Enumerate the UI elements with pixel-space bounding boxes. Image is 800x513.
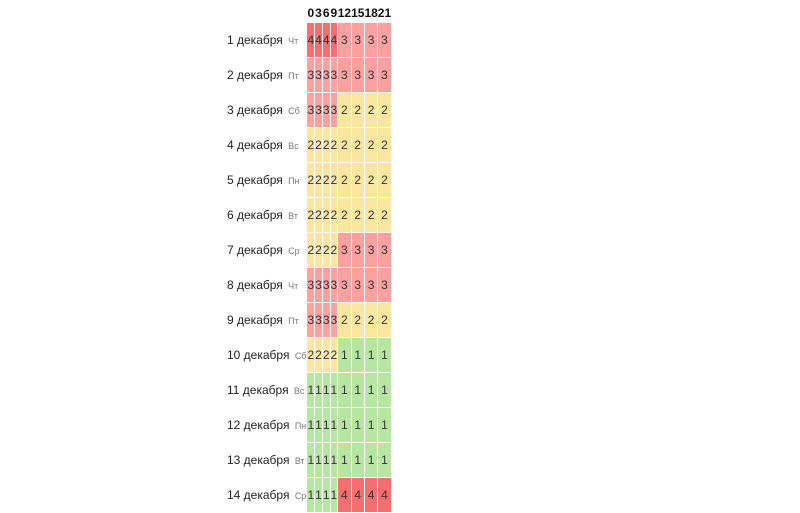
table-row [220,163,391,198]
day-date: 8 декабря [227,278,283,292]
heatmap-cell: 1 [322,373,330,408]
heatmap-cell: 3 [322,268,330,303]
day-label [220,163,307,198]
day-date: 2 декабря [227,68,283,82]
day-of-week: Пт [288,316,299,326]
heatmap-cell: 3 [338,58,351,93]
day-label [220,23,307,58]
heatmap-cell: 2 [338,303,351,338]
table-row [220,198,391,233]
heatmap-cell: 2 [351,303,364,338]
hour-tick-label: 6 [322,6,330,20]
heatmap-cell: 2 [351,128,364,163]
heatmap-cell: 1 [307,478,315,513]
heatmap-cell: 3 [322,58,330,93]
hour-header-row [220,4,391,23]
day-label [220,233,307,268]
day-label [220,338,307,373]
heatmap-cell: 4 [315,23,323,58]
heatmap-cell: 2 [322,233,330,268]
day-label [220,443,307,478]
day-date: 10 декабря [227,348,290,362]
day-of-week: Сб [288,106,300,116]
heatmap-cell: 3 [338,233,351,268]
heatmap-cell: 1 [307,408,315,443]
heatmap-cell: 3 [315,303,323,338]
heatmap-cell: 3 [322,93,330,128]
heatmap-cell: 1 [330,408,338,443]
heatmap-cell: 2 [351,93,364,128]
day-label [220,268,307,303]
heatmap-cell: 4 [364,478,377,513]
heatmap-cell: 1 [351,443,364,478]
day-date: 9 декабря [227,313,283,327]
heatmap-cell: 1 [364,338,377,373]
day-of-week: Вс [288,141,299,151]
heatmap-cell: 1 [351,338,364,373]
day-of-week: Чт [288,36,299,46]
day-date: 3 декабря [227,103,283,117]
heatmap-cell: 2 [322,338,330,373]
heatmap-cell: 3 [364,23,377,58]
day-of-week: Ср [294,491,307,501]
hour-tick-label: 0 [307,6,315,20]
day-of-week: Вт [294,456,305,466]
heatmap-cell: 1 [338,443,351,478]
hour-tick-label: 15 [351,6,365,20]
heatmap-cell: 2 [351,198,364,233]
day-of-week: Сб [294,351,307,361]
table-row [220,443,391,478]
heatmap-cell: 4 [351,478,364,513]
heatmap-cell: 3 [364,233,377,268]
heatmap-cell: 2 [378,163,391,198]
heatmap-cell: 2 [364,128,377,163]
table-row [220,128,391,163]
heatmap-cell: 2 [330,233,338,268]
day-of-week: Пт [288,71,299,81]
table-row [220,58,391,93]
heatmap-cell: 2 [364,163,377,198]
heatmap-cell: 3 [351,268,364,303]
heatmap-cell: 2 [378,93,391,128]
heatmap-cell: 2 [315,128,323,163]
heatmap-cell: 2 [338,198,351,233]
heatmap-cell: 1 [378,338,391,373]
heatmap-cell: 2 [338,163,351,198]
heatmap-cell: 2 [338,93,351,128]
heatmap-cell: 1 [364,408,377,443]
day-label [220,93,307,128]
hour-tick-label: 21 [377,6,392,20]
heatmap-cell: 2 [338,128,351,163]
day-label [220,373,307,408]
heatmap-cell: 2 [330,163,338,198]
day-date: 11 декабря [227,383,289,397]
heatmap-cell: 2 [330,128,338,163]
heatmap-cell: 3 [307,93,315,128]
heatmap-cell: 3 [315,268,323,303]
day-date: 7 декабря [227,243,283,257]
day-date: 12 декабря [227,418,290,432]
heatmap-cell: 2 [330,338,338,373]
heatmap-cell: 2 [315,198,323,233]
heatmap-cell: 2 [364,198,377,233]
heatmap-cell: 4 [330,23,338,58]
day-of-week: Пн [288,176,300,186]
heatmap-cell: 4 [307,23,315,58]
heatmap-cell: 1 [338,408,351,443]
heatmap-cell: 1 [315,373,323,408]
heatmap-cell: 3 [330,303,338,338]
heatmap-cell: 4 [322,23,330,58]
heatmap-cell: 2 [364,303,377,338]
heatmap-cell: 1 [378,408,391,443]
hour-tick-label: 3 [315,6,322,20]
day-label [220,128,307,163]
heatmap-cell: 2 [315,233,323,268]
heatmap-cell: 3 [330,268,338,303]
heatmap-cell: 2 [351,163,364,198]
day-label [220,478,307,513]
heatmap-cell: 3 [338,268,351,303]
heatmap-cell: 2 [307,338,315,373]
day-date: 6 декабря [227,208,283,222]
heatmap-cell: 2 [364,93,377,128]
heatmap-cell: 1 [315,443,323,478]
heatmap-cell: 1 [315,478,323,513]
table-row [220,478,391,513]
heatmap-cell: 2 [322,163,330,198]
heatmap-cell: 1 [351,408,364,443]
heatmap-cell: 3 [330,58,338,93]
day-of-week: Вс [293,386,305,396]
day-label [220,198,307,233]
heatmap-cell: 3 [364,268,377,303]
day-date: 14 декабря [227,488,290,502]
heatmap-cell: 3 [315,93,323,128]
heatmap-cell: 3 [307,268,315,303]
day-of-week: Ср [288,246,300,256]
heatmap-cell: 1 [322,478,330,513]
heatmap-cell: 1 [322,408,330,443]
heatmap-cell: 3 [351,233,364,268]
heatmap-cell: 1 [307,443,315,478]
day-of-week: Чт [288,281,299,291]
heatmap-cell: 1 [378,373,391,408]
heatmap-cell: 2 [307,128,315,163]
heatmap-cell: 2 [315,163,323,198]
heatmap-cell: 2 [315,338,323,373]
heatmap-cell: 3 [315,58,323,93]
day-of-week: Пн [294,421,307,431]
heatmap-grid [220,4,392,513]
table-row [220,338,391,373]
heatmap-cell: 3 [307,303,315,338]
table-row [220,408,391,443]
heatmap-cell: 3 [330,93,338,128]
heatmap-cell: 2 [307,233,315,268]
day-date: 1 декабря [227,33,283,47]
heatmap-cell: 1 [351,373,364,408]
table-row [220,303,391,338]
heatmap-cell: 3 [338,23,351,58]
heatmap-cell: 4 [378,478,391,513]
heatmap-cell: 1 [364,443,377,478]
table-row [220,23,391,58]
day-label [220,58,307,93]
heatmap-cell: 2 [378,198,391,233]
heatmap-cell: 2 [378,303,391,338]
heatmap-cell: 1 [307,373,315,408]
day-date: 5 декабря [227,173,283,187]
heatmap-cell: 2 [322,128,330,163]
table-row [220,233,391,268]
heatmap-cell: 3 [322,303,330,338]
table-row [220,373,391,408]
heatmap-cell: 2 [322,198,330,233]
heatmap-cell: 2 [307,163,315,198]
heatmap-cell: 4 [338,478,351,513]
day-label [220,303,307,338]
table-row [220,268,391,303]
day-label [220,408,307,443]
heatmap-cell: 1 [364,373,377,408]
heatmap-cell: 3 [378,268,391,303]
heatmap-cell: 1 [322,443,330,478]
heatmap-cell: 1 [330,373,338,408]
heatmap-cell: 1 [378,443,391,478]
heatmap-cell: 3 [351,58,364,93]
table-row [220,93,391,128]
heatmap-cell: 3 [351,23,364,58]
heatmap-cell: 2 [330,198,338,233]
header-corner [220,4,307,23]
day-of-week: Вт [288,211,298,221]
heatmap-cell: 3 [378,233,391,268]
heatmap-cell: 1 [330,443,338,478]
heatmap-body [220,23,391,513]
heatmap-cell: 3 [307,58,315,93]
heatmap-cell: 2 [307,198,315,233]
hour-tick-label: 18 [364,6,378,20]
heatmap-cell: 1 [338,373,351,408]
heatmap-cell: 3 [364,58,377,93]
heatmap-cell: 1 [315,408,323,443]
heatmap-cell: 1 [338,338,351,373]
hour-tick-label: 12 [337,6,352,20]
heatmap-cell: 3 [378,23,391,58]
heatmap-cell: 3 [378,58,391,93]
day-date: 4 декабря [227,138,283,152]
heatmap-cell: 2 [378,128,391,163]
heatmap-cell: 1 [330,478,338,513]
day-date: 13 декабря [227,453,290,467]
hour-tick-label: 9 [330,6,338,20]
